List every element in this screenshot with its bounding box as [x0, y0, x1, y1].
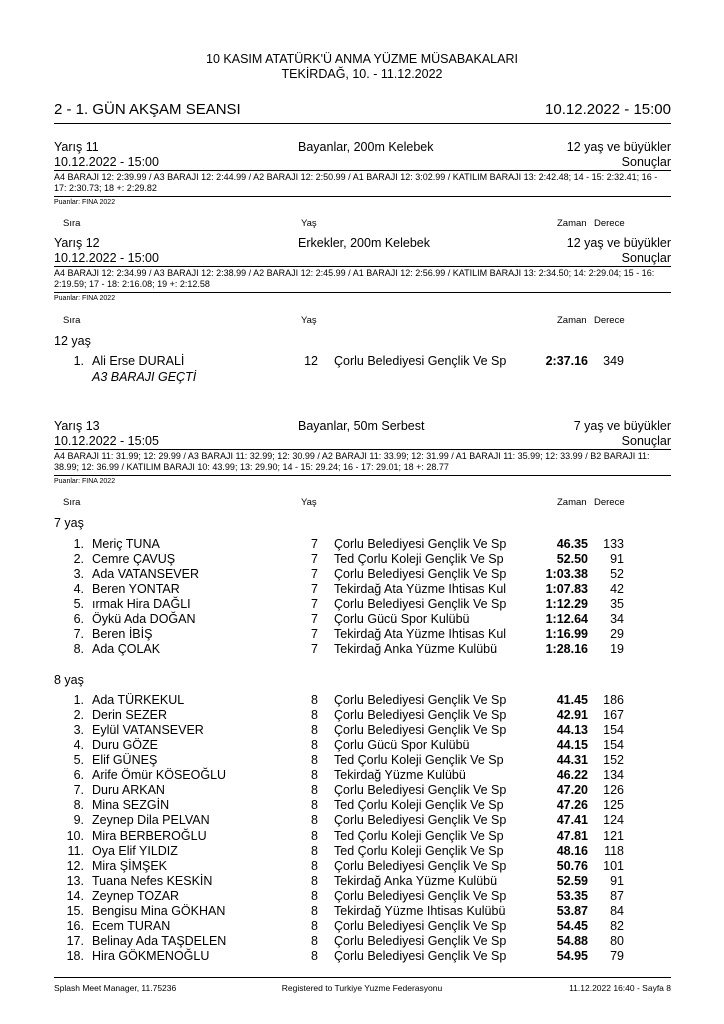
result-row: [0, 753, 724, 768]
result-club: Tekirdağ Ata Yüzme Ihtisas Kul: [334, 627, 507, 642]
result-age: 7: [311, 627, 318, 642]
result-row: [0, 904, 724, 919]
points-note: Puanlar: FINA 2022: [54, 199, 116, 206]
result-row: [0, 723, 724, 738]
session-datetime: 10.12.2022 - 15:00: [545, 101, 671, 118]
result-name: Meriç TUNA: [92, 537, 160, 551]
result-points: 154: [603, 723, 624, 738]
result-age: 8: [311, 693, 318, 707]
result-points: 29: [610, 627, 624, 642]
age-group-label: 8 yaş: [54, 673, 84, 687]
race-category: 12 yaş ve büyükler: [566, 140, 671, 154]
footer-divider: [54, 977, 671, 978]
result-row: [0, 919, 724, 934]
result-points: 134: [603, 768, 624, 783]
result-time: 53.87: [556, 903, 588, 918]
session-divider: [54, 123, 671, 124]
result-points: 133: [603, 537, 624, 551]
result-row: [0, 783, 724, 798]
race-number: Yarış 12: [54, 236, 100, 250]
result-points: 167: [603, 708, 624, 722]
result-name: Cemre ÇAVUŞ: [92, 552, 176, 566]
result-age: 8: [311, 723, 318, 738]
footer-timestamp-page: 11.12.2022 16:40 - Sayfa 8: [569, 983, 671, 993]
result-time: 1:28.16: [545, 642, 588, 657]
race-category: 7 yaş ve büyükler: [573, 419, 671, 433]
result-age: 8: [311, 843, 318, 858]
result-rank: 13.: [66, 873, 84, 888]
result-time: 52.59: [556, 873, 588, 888]
result-row: [0, 934, 724, 949]
race-status: Sonuçlar: [621, 434, 671, 448]
result-name: Duru GÖZE: [92, 738, 158, 753]
result-age: 8: [311, 828, 318, 843]
race-divider: [54, 170, 671, 171]
result-row: [0, 354, 724, 369]
limits-divider: [54, 292, 671, 293]
result-points: 118: [604, 843, 624, 858]
result-time: 44.13: [556, 723, 588, 738]
result-points: 79: [610, 948, 624, 963]
result-time: 47.20: [556, 783, 588, 798]
result-points: 91: [610, 873, 624, 888]
result-age: 8: [311, 933, 318, 948]
race-number: Yarış 11: [54, 140, 99, 154]
result-club: Çorlu Belediyesi Gençlik Ve Sp: [334, 693, 507, 707]
result-row: [0, 738, 724, 753]
result-club: Çorlu Belediyesi Gençlik Ve Sp: [334, 888, 507, 903]
result-rank: 6.: [73, 612, 84, 627]
result-rank: 9.: [73, 813, 84, 828]
race-limits: A4 BARAJI 12: 2:39.99 / A3 BARAJI 12: 2:44.99 / A2 BARAJI 12: 2:50.99 / A1 BARAJI 12: 3:02.99 / KATILIM BARAJI 13: 2:42.48; 14 - 15: 2:32.41; 16 - 17: 2:30.73; 18 +: 2:29.82: [54, 172, 658, 193]
result-club: Ted Çorlu Koleji Gençlik Ve Sp: [334, 828, 504, 843]
race-divider: [54, 449, 671, 450]
result-club: Çorlu Belediyesi Gençlik Ve Sp: [334, 723, 507, 738]
result-points: 80: [610, 933, 624, 948]
result-club: Çorlu Belediyesi Gençlik Ve Sp: [334, 783, 507, 798]
result-row: [0, 768, 724, 783]
result-club: Çorlu Belediyesi Gençlik Ve Sp: [334, 354, 507, 368]
result-time: 2:37.16: [545, 354, 588, 368]
result-age: 8: [311, 918, 318, 933]
result-row: [0, 567, 724, 582]
result-club: Ted Çorlu Koleji Gençlik Ve Sp: [334, 753, 504, 768]
footer-registration: Registered to Turkiye Yuzme Federasyonu: [281, 983, 443, 993]
result-points: 84: [610, 903, 624, 918]
result-name: Tuana Nefes KESKİN: [92, 873, 213, 888]
result-rank: 7.: [73, 627, 84, 642]
result-time: 46.35: [556, 537, 588, 551]
race-category: 12 yaş ve büyükler: [566, 236, 671, 250]
result-age: 12: [304, 354, 318, 368]
race-limits: A4 BARAJI 11: 31.99; 12: 29.99 / A3 BARAJI 11: 32.99; 12: 30.99 / A2 BARAJI 11: 33.99; 12: 31.99 / A1 BARAJI 11: 35.99; 12: 33.99 / B2 BARAJI 11: 38.99; 12: 36.99 / KATILIM BARAJI 10: 43.99; 13: 29.90; 14 - 15: 29.24; 16 - 17: 29.01; 18 +: 28.77: [54, 451, 650, 472]
result-rank: 6.: [73, 768, 84, 783]
result-row: [0, 708, 724, 723]
result-row: [0, 627, 724, 642]
result-club: Tekirdağ Yüzme Kulübü: [334, 768, 466, 783]
result-club: Çorlu Belediyesi Gençlik Ve Sp: [334, 813, 507, 828]
result-time: 1:12.64: [545, 612, 588, 627]
race-status: Sonuçlar: [621, 251, 671, 265]
result-note: A3 BARAJI GEÇTİ: [92, 370, 197, 384]
result-points: 124: [603, 813, 624, 828]
points-note: Puanlar: FINA 2022: [54, 478, 116, 485]
result-name: Ada TÜRKEKUL: [92, 693, 185, 707]
result-club: Çorlu Belediyesi Gençlik Ve Sp: [334, 918, 507, 933]
result-rank: 5.: [73, 753, 84, 768]
col-age-header: Yaş: [301, 218, 317, 229]
session-title: 2 - 1. GÜN AKŞAM SEANSI: [54, 101, 241, 118]
result-rank: 1.: [73, 354, 84, 368]
result-name: Mira BERBEROĞLU: [92, 828, 207, 843]
result-club: Çorlu Belediyesi Gençlik Ve Sp: [334, 858, 507, 873]
result-rank: 3.: [73, 567, 84, 582]
col-rank-header: Sıra: [63, 218, 81, 229]
result-rank: 2.: [73, 552, 84, 566]
result-row: [0, 859, 724, 874]
result-rank: 8.: [73, 798, 84, 813]
result-time: 53.35: [556, 888, 588, 903]
result-name: Beren İBİŞ: [92, 627, 153, 642]
result-row: [0, 889, 724, 904]
result-time: 54.45: [556, 918, 588, 933]
result-row: [0, 552, 724, 567]
result-time: 44.15: [556, 738, 588, 753]
result-rank: 3.: [73, 723, 84, 738]
result-rank: 16.: [66, 918, 84, 933]
race-description: Erkekler, 200m Kelebek: [298, 236, 431, 250]
result-age: 8: [311, 753, 318, 768]
result-club: Çorlu Gücü Spor Kulübü: [334, 612, 470, 627]
result-points: 125: [603, 798, 624, 813]
result-rank: 2.: [73, 708, 84, 722]
result-rank: 1.: [73, 693, 84, 707]
result-name: Beren YONTAR: [92, 582, 180, 597]
result-points: 126: [603, 783, 624, 798]
result-club: Çorlu Belediyesi Gençlik Ve Sp: [334, 948, 507, 963]
result-row: [0, 642, 724, 657]
result-club: Çorlu Belediyesi Gençlik Ve Sp: [334, 708, 507, 722]
result-row: [0, 844, 724, 859]
result-name: Öykü Ada DOĞAN: [92, 612, 196, 627]
result-time: 47.26: [556, 798, 588, 813]
result-rank: 5.: [73, 597, 84, 612]
result-name: Eylül VATANSEVER: [92, 723, 204, 738]
result-rank: 1.: [73, 537, 84, 551]
result-club: Tekirdağ Yüzme Ihtisas Kulübü: [334, 903, 506, 918]
result-points: 19: [610, 642, 624, 657]
result-time: 52.50: [556, 552, 588, 566]
result-club: Ted Çorlu Koleji Gençlik Ve Sp: [334, 798, 504, 813]
result-row: [0, 949, 724, 964]
result-time: 48.16: [556, 843, 588, 858]
result-rank: 18.: [66, 948, 84, 963]
result-time: 47.81: [556, 828, 588, 843]
age-group-label: 7 yaş: [54, 516, 84, 530]
result-age: 8: [311, 903, 318, 918]
result-name: Ada ÇOLAK: [92, 642, 161, 657]
col-points-header: Derece: [594, 218, 625, 229]
result-time: 50.76: [556, 858, 588, 873]
result-age: 7: [311, 597, 318, 612]
result-row: [0, 597, 724, 612]
result-name: Zeynep TOZAR: [92, 888, 180, 903]
result-club: Tekirdağ Anka Yüzme Kulübü: [334, 642, 498, 657]
result-points: 42: [610, 582, 624, 597]
result-age: 7: [311, 537, 318, 551]
limits-divider: [54, 475, 671, 476]
footer-software: Splash Meet Manager, 11.75236: [54, 983, 177, 993]
result-rank: 4.: [73, 738, 84, 753]
result-name: Bengisu Mina GÖKHAN: [92, 903, 226, 918]
age-group-label: 12 yaş: [54, 334, 91, 348]
result-name: Zeynep Dila PELVAN: [92, 813, 210, 828]
col-time-header: Zaman: [557, 315, 587, 326]
race-limits: A4 BARAJI 12: 2:34.99 / A3 BARAJI 12: 2:38.99 / A2 BARAJI 12: 2:45.99 / A1 BARAJI 12: 2:56.99 / KATILIM BARAJI 13: 2:34.50; 14: 2:29.04; 15 - 16: 2:19.59; 17 - 18: 2:16.08; 19 +: 2:12.58: [54, 268, 655, 289]
result-rank: 12.: [66, 858, 84, 873]
result-club: Ted Çorlu Koleji Gençlik Ve Sp: [334, 843, 504, 858]
result-age: 8: [311, 888, 318, 903]
result-row: [0, 813, 724, 828]
race-description: Bayanlar, 50m Serbest: [298, 419, 425, 433]
result-time: 47.41: [556, 813, 588, 828]
result-time: 42.91: [556, 708, 588, 722]
col-age-header: Yaş: [301, 497, 317, 508]
points-note: Puanlar: FINA 2022: [54, 295, 116, 302]
result-name: Belinay Ada TAŞDELEN: [92, 933, 227, 948]
result-age: 8: [311, 873, 318, 888]
result-row: [0, 798, 724, 813]
col-rank-header: Sıra: [63, 497, 81, 508]
col-points-header: Derece: [594, 497, 625, 508]
result-club: Tekirdağ Anka Yüzme Kulübü: [334, 873, 498, 888]
meet-location-dates: TEKİRDAĞ, 10. - 11.12.2022: [281, 67, 443, 81]
result-time: 1:16.99: [545, 627, 588, 642]
result-row: [0, 874, 724, 889]
result-points: 52: [610, 567, 624, 582]
result-name: ırmak Hira DAĞLI: [92, 597, 191, 612]
race-status: Sonuçlar: [621, 155, 671, 169]
result-age: 8: [311, 783, 318, 798]
result-age: 7: [311, 582, 318, 597]
result-points: 349: [603, 354, 624, 368]
result-time: 41.45: [556, 693, 588, 707]
result-age: 8: [311, 738, 318, 753]
result-name: Ecem TURAN: [92, 918, 171, 933]
result-time: 54.88: [556, 933, 588, 948]
race-datetime: 10.12.2022 - 15:05: [54, 434, 159, 448]
result-name: Derin SEZER: [92, 708, 168, 722]
result-age: 8: [311, 813, 318, 828]
result-points: 101: [603, 858, 624, 873]
result-rank: 10.: [66, 828, 84, 843]
result-rank: 4.: [73, 582, 84, 597]
col-age-header: Yaş: [301, 315, 317, 326]
result-age: 7: [311, 567, 318, 582]
race-datetime: 10.12.2022 - 15:00: [54, 155, 159, 169]
result-age: 8: [311, 948, 318, 963]
result-name: Ali Erse DURALİ: [92, 354, 185, 368]
result-row: [0, 829, 724, 844]
result-time: 1:03.38: [545, 567, 588, 582]
result-age: 7: [311, 612, 318, 627]
result-rank: 17.: [66, 933, 84, 948]
result-points: 87: [610, 888, 624, 903]
result-time: 46.22: [556, 768, 588, 783]
result-age: 8: [311, 768, 318, 783]
result-age: 8: [311, 798, 318, 813]
col-rank-header: Sıra: [63, 315, 81, 326]
col-points-header: Derece: [594, 315, 625, 326]
result-club: Çorlu Belediyesi Gençlik Ve Sp: [334, 933, 507, 948]
result-time: 54.95: [556, 948, 588, 963]
result-rank: 14.: [66, 888, 84, 903]
result-club: Ted Çorlu Koleji Gençlik Ve Sp: [334, 552, 504, 566]
result-club: Tekirdağ Ata Yüzme Ihtisas Kul: [334, 582, 507, 597]
result-points: 34: [610, 612, 624, 627]
result-club: Çorlu Belediyesi Gençlik Ve Sp: [334, 537, 507, 551]
result-age: 8: [311, 858, 318, 873]
result-rank: 15.: [66, 903, 84, 918]
result-points: 152: [603, 753, 624, 768]
result-club: Çorlu Belediyesi Gençlik Ve Sp: [334, 597, 507, 612]
result-rank: 11.: [67, 843, 84, 858]
result-points: 121: [603, 828, 624, 843]
result-age: 7: [311, 552, 318, 566]
result-club: Çorlu Gücü Spor Kulübü: [334, 738, 470, 753]
result-name: Arife Ömür KÖSEOĞLU: [92, 768, 227, 783]
result-points: 91: [610, 552, 624, 566]
result-row: [0, 537, 724, 552]
result-name: Mira ŞİMŞEK: [92, 858, 168, 873]
result-row: [0, 693, 724, 708]
col-time-header: Zaman: [557, 497, 587, 508]
result-rank: 8.: [73, 642, 84, 657]
result-row: [0, 582, 724, 597]
result-club: Çorlu Belediyesi Gençlik Ve Sp: [334, 567, 507, 582]
result-name: Mina SEZGİN: [92, 798, 170, 813]
result-time: 1:12.29: [545, 597, 588, 612]
result-age: 8: [311, 708, 318, 722]
result-time: 44.31: [556, 753, 588, 768]
result-points: 154: [603, 738, 624, 753]
meet-title: 10 KASIM ATATÜRK'Ü ANMA YÜZME MÜSABAKALARI: [206, 52, 518, 66]
result-rank: 7.: [73, 783, 84, 798]
race-divider: [54, 266, 671, 267]
limits-divider: [54, 196, 671, 197]
col-time-header: Zaman: [557, 218, 587, 229]
result-name: Hira GÖKMENOĞLU: [92, 948, 210, 963]
result-name: Oya Elif YILDIZ: [92, 843, 178, 858]
result-points: 186: [603, 693, 624, 707]
result-time: 1:07.83: [545, 582, 588, 597]
result-points: 82: [610, 918, 624, 933]
result-name: Duru ARKAN: [92, 783, 165, 798]
race-description: Bayanlar, 200m Kelebek: [298, 140, 434, 154]
result-points: 35: [610, 597, 624, 612]
result-row: [0, 612, 724, 627]
result-name: Ada VATANSEVER: [92, 567, 199, 582]
result-age: 7: [311, 642, 318, 657]
race-datetime: 10.12.2022 - 15:00: [54, 251, 159, 265]
race-number: Yarış 13: [54, 419, 100, 433]
result-name: Elif GÜNEŞ: [92, 753, 158, 768]
